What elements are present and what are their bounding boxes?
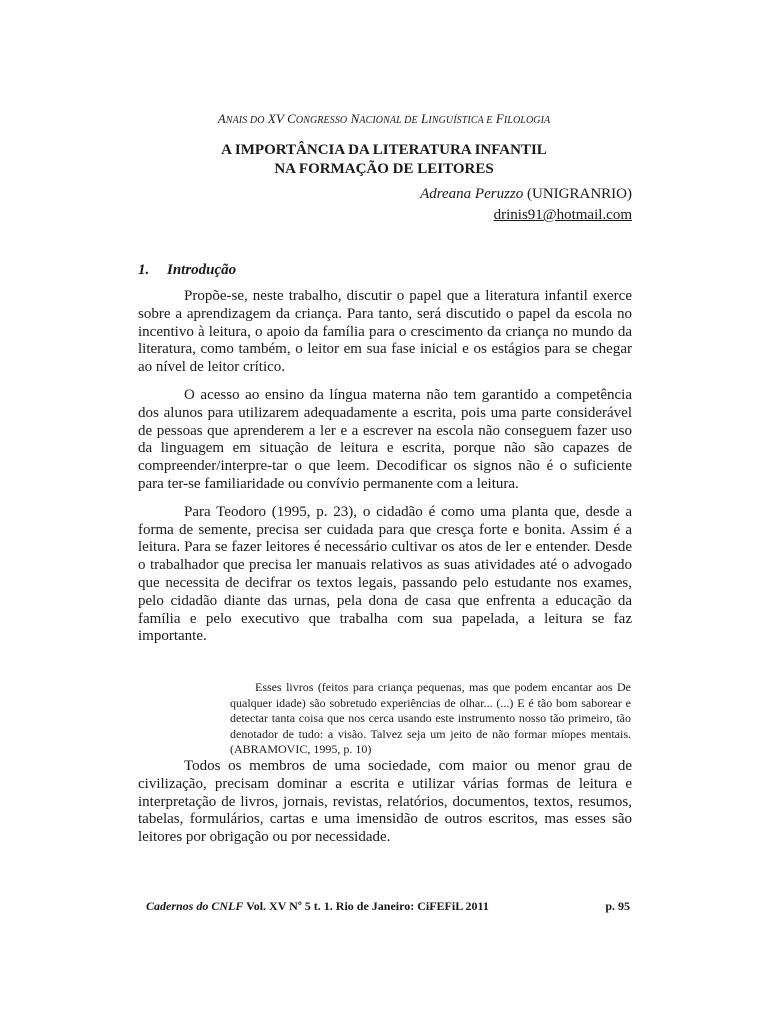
- running-head: [0, 111, 768, 127]
- paper-title: [0, 141, 768, 179]
- author-email-link[interactable]: drinis91@hotmail.com: [493, 207, 632, 223]
- section-heading: [138, 262, 236, 279]
- footer-page-number: p. 95: [605, 899, 630, 913]
- page-footer: [146, 899, 630, 914]
- running-head-part: LINGUÍSTICA E: [417, 111, 493, 126]
- block-quote-text: Esses livros (feitos para criança pequenas, mas que podem encantar aos De qualquer idade) são sobretudo experiências de olhar... (...) E é tão bom saborear e detectar tanta coisa que nos cerca usando este instrumento nosso tão primeiro, tão denotador de tudo: a visão. Talvez seja um jeito de não formar míopes mentais.: [230, 680, 631, 741]
- paragraph-2: O acesso ao ensino da língua materna não tem garantido a competência dos alunos para utilizarem adequadamente a escrita, pois uma parte considerável de pessoas que aprenderem a ler e a escrever na escola não conseguem fazer uso da linguagem em situação de leitura e escrita, porque não são capazes de compreender/interpre-tar o que leem. Decodificar os signos não é o suficiente para ter-se familiaridade ou convívio permanente com a leitura.: [138, 386, 632, 492]
- running-head-part: NACIONAL DE: [347, 111, 418, 126]
- paragraph-1: Propõe-se, neste trabalho, discutir o papel que a literatura infantil exerce sobre a aprendizagem da criança. Para tanto, será discutido o papel da escola no incentivo à leitura, o apoio da família para o crescimento da criança no mundo da literatura, como também, o leitor em sua fase inicial e os estágios para se chegar ao nível de leitor crítico.: [138, 288, 632, 376]
- body-text: [138, 288, 632, 656]
- paragraph-3: Para Teodoro (1995, p. 23), o cidadão é como uma planta que, desde a forma de semente, precisa ser cuidada para que cresça forte e bonita. Assim é a leitura. Para se fazer leitores é necessário cultivar os atos de ler e entender. Desde o trabalhador que precisa ler manuais relativos as suas atividades até o advogado que necessita de decifrar os textos legais, passando pelo estudante nos exames, pelo cidadão diante das urnas, pela dona de casa que enfrenta a educação da família e pelo executivo que trabalha com sua papelada, a leitura se faz importante.: [138, 503, 632, 645]
- running-head-part: FILOLOGIA: [492, 111, 551, 126]
- running-head-part: ANAIS DO: [217, 111, 265, 126]
- section-number: 1.: [138, 262, 150, 278]
- running-head-part: CONGRESSO: [283, 111, 348, 126]
- author-institution: (UNIGRANRIO): [523, 186, 632, 202]
- block-quote-citation: (ABRAMOVIC, 1995, p. 10): [230, 742, 372, 756]
- running-head-part: XV: [264, 111, 284, 126]
- footer-journal: Cadernos do CNLF: [146, 899, 244, 913]
- paper-title-line-2: NA FORMAÇÃO DE LEITORES: [274, 161, 494, 177]
- author-block: [420, 184, 632, 226]
- body-text-continued: [138, 758, 632, 857]
- paragraph-4: Todos os membros de uma sociedade, com maior ou menor grau de civilização, precisam dominar a escrita e utilizar várias formas de leitura e interpretação de livros, jornais, revistas, relatórios, documentos, textos, resumos, tabelas, formulários, cartas e uma imensidão de outros escritos, mas esses são leitores por obrigação ou por necessidade.: [138, 758, 632, 846]
- footer-details: Vol. XV Nº 5 t. 1. Rio de Janeiro: CiFEFiL 2011: [243, 899, 489, 913]
- author-name: Adreana Peruzzo: [420, 186, 524, 202]
- block-quote: [230, 680, 631, 758]
- paper-title-line-1: A IMPORTÂNCIA DA LITERATURA INFANTIL: [221, 142, 547, 158]
- section-title: Introdução: [167, 262, 237, 278]
